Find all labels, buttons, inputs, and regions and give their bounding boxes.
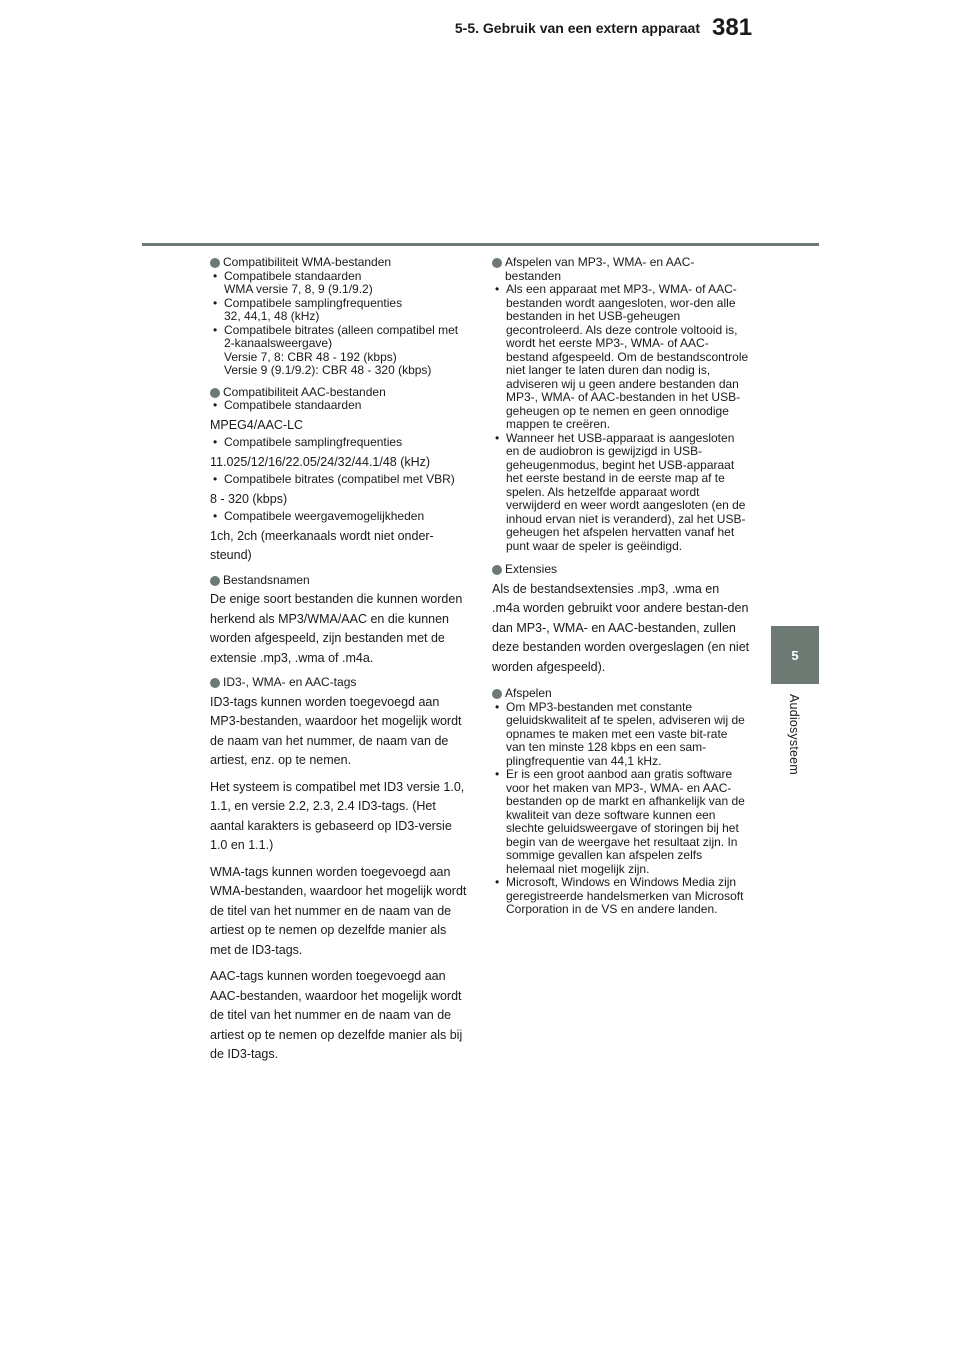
page-number: 381 [712,14,753,41]
list-item: • Compatibele bitrates (compatibel met VBR) [210,473,468,487]
item-value: 1ch, 2ch (meerkanaals wordt niet onder-steund) [210,528,434,562]
section-heading: ID3-, WMA- en AAC-tags [223,675,357,689]
bullet-dot-icon [492,565,502,575]
extensions-section [492,563,750,677]
item-label: Compatibele standaarden [224,268,362,283]
filenames-section [210,574,468,669]
section-heading: Compatibiliteit WMA-bestanden [223,255,392,269]
section-title: 5-5. Gebruik van een extern apparaat [454,20,700,36]
aac-section [210,386,468,566]
item-label: Compatibele samplingfrequenties [224,295,403,310]
item-value: Versie 7, 8: CBR 48 - 192 (kbps) [224,349,397,364]
item-value: 11.025/12/16/22.05/24/32/44.1/48 (kHz) [210,454,431,469]
list-item [210,324,468,378]
body-paragraph: Het systeem is compatibel met ID3 versie 1.0, 1.1, en versie 2.2, 2.3, 2.4 ID3-tags. (Het aantal karakters is gebaseerd op ID3-versie 1.0 en 1.1.) [210,779,465,852]
section-heading: Bestandsnamen [223,572,310,587]
list-item: • Er is een groot aanbod aan gratis software voor het maken van MP3-, WMA- en AAC-bestanden op de markt en afhankelijk van de kwaliteit van deze software kunnen een slechte geluidsweergave of storingen bij het begin van de weergave het resultaat zijn. In sommige gevallen kan afspelen zelfs helemaal niet mogelijk zijn. [492,768,750,876]
list-item: • Om MP3-bestanden met constante geluidskwaliteit af te spelen, adviseren wij de opnames te maken met een vaste bit-rate van ten minste 128 kbps en een sam-plingfrequentie van 44,1 kHz. [492,701,750,769]
bullet-dot-icon [210,258,220,268]
bullet-dot-icon [210,576,220,586]
section-heading: Afspelen van MP3-, WMA- en AAC-bestanden [505,255,695,283]
body-paragraph: ID3-tags kunnen worden toegevoegd aan MP3-bestanden, waardoor het mogelijk wordt de naam van het nummer, de naam van de artiest, enz. op te nemen. [210,694,462,767]
item-value: 32, 44,1, 48 (kHz) [224,309,320,323]
list-item: • Microsoft, Windows en Windows Media zijn geregistreerde handelsmerken van Microsoft Corporation in de VS en andere landen. [492,876,750,917]
body-paragraph: Als de bestandsextensies .mp3, .wma en .m4a worden gebruikt voor andere bestan-den dan MP3-, WMA- en AAC-bestanden, zullen deze bestanden worden overgeslagen (en niet worden afgespeeld). [492,581,750,674]
body-paragraph: De enige soort bestanden die kunnen worden herkend als MP3/WMA/AAC en die kunnen worden afgespeeld, zijn bestanden met de extensie .mp3, .wma of .m4a. [210,592,463,665]
bullet-dot-icon [210,388,220,398]
play-section [492,687,750,917]
bullet-dot-icon [210,678,220,688]
bullet-dot-icon [492,689,502,699]
playback-section [492,256,750,553]
tags-section [210,676,468,1065]
wma-section [210,256,468,378]
item-value: 8 - 320 (kbps) [210,491,288,506]
list-item: • Wanneer het USB-apparaat is aangesloten en de audiobron is gewijzigd in USB-geheugenmodus, begint het USB-apparaat het eerste bestand in de eerste map af te spelen. Als hetzelfde apparaat wordt verwijderd en weer wordt aangesloten (en de inhoud ervan niet is veranderd), zal het USB-geheugen het afspelen hervatten vanaf het punt waar de speler is geëindigd. [492,432,750,554]
bullet-dot-icon [492,258,502,268]
item-label: Compatibele bitrates (alleen compatibel met 2-kanaalsweergave) [224,322,459,350]
chapter-tab [771,626,819,684]
body-paragraph: AAC-tags kunnen worden toegevoegd aan AAC-bestanden, waardoor het mogelijk wordt de titel van het nummer en de naam van de artiest op te nemen op dezelfde manier als bij de ID3-tags. [210,969,463,1061]
list-item: • Compatibele samplingfrequenties [210,436,468,450]
list-item [210,270,468,297]
section-heading: Compatibiliteit AAC-bestanden [223,384,386,399]
item-value: WMA versie 7, 8, 9 (9.1/9.2) [224,282,373,296]
list-item: • Compatibele standaarden [210,399,468,413]
item-value: Versie 9 (9.1/9.2): CBR 48 - 320 (kbps) [224,363,432,377]
chapter-label: Audiosysteem [787,694,801,775]
list-item [210,297,468,324]
section-heading: Extensies [505,562,558,576]
header-divider [142,243,819,246]
list-item: • Compatibele weergavemogelijkheden [210,510,468,524]
left-column [210,256,468,1070]
right-column [492,256,750,922]
list-item: • Als een apparaat met MP3-, WMA- of AAC-bestanden wordt aangesloten, wor-den alle bestanden in het USB-geheugen gecontroleerd. Als deze controle voltooid is, wordt het eerste MP3-, WMA- of AAC-bestand afgespeeld. Om de bestandscontrole niet langer te laten duren dan nodig is, adviseren wij u geen andere bestanden dan MP3-, WMA- of AAC-bestanden in het USB-geheugen op te nemen en geen onnodige mappen te creëren. [492,283,750,432]
chapter-number: 5 [791,647,799,663]
section-heading: Afspelen [505,686,552,700]
item-value: MPEG4/AAC-LC [210,417,304,432]
body-paragraph: WMA-tags kunnen worden toegevoegd aan WMA-bestanden, waardoor het mogelijk wordt de titel van het nummer en de naam van de artiest op te nemen op dezelfde manier als met de ID3-tags. [210,864,467,957]
